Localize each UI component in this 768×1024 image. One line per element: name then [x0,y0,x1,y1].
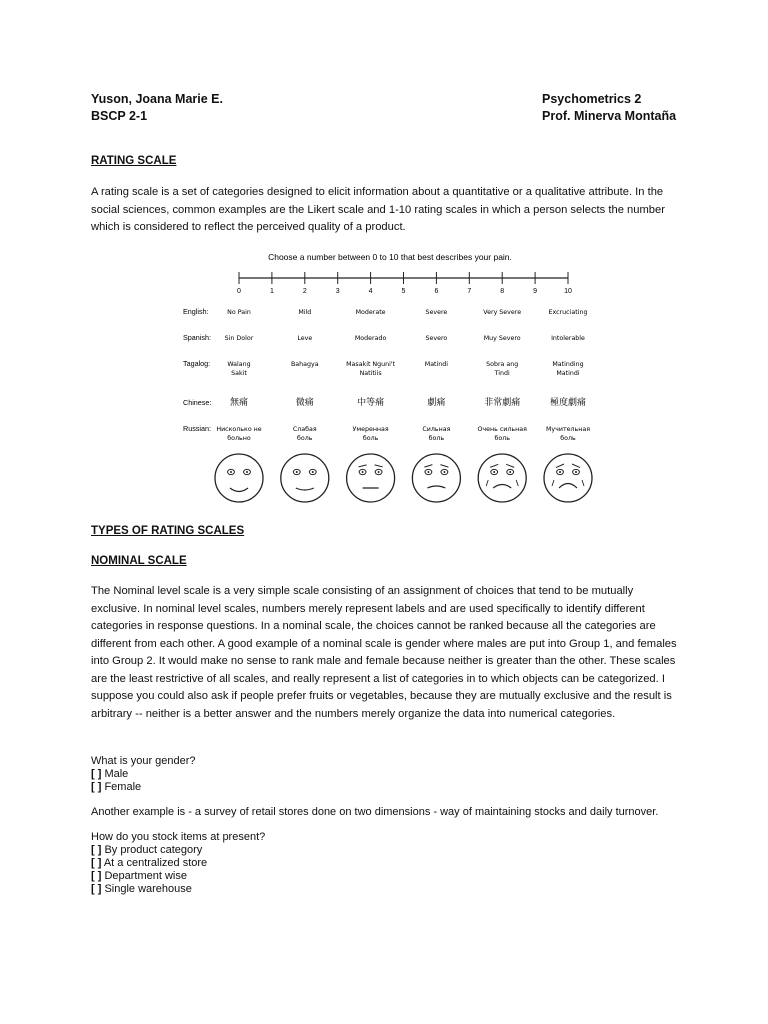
option-female: Female [104,781,142,793]
face-pupil [246,471,248,473]
face-pupil [559,471,561,473]
scale-label: Severo [425,335,448,342]
tick-label: 6 [434,288,439,295]
tick-label: 2 [302,288,307,295]
face-tear [552,480,554,486]
face-outline [478,454,526,502]
student-info [91,91,223,125]
face-pupil [296,471,298,473]
scale-label: Very Severe [483,309,522,316]
face-brow [490,464,498,467]
scale-label: Умеренная боль [352,426,389,442]
pain-scale-instruction: Choose a number between 0 to 10 that best describes your pain. [268,252,512,262]
option-single-warehouse: Single warehouse [104,883,192,895]
tick-label: 1 [269,288,274,295]
face-outline [281,454,329,502]
tick-label: 8 [500,288,505,295]
scale-label: Matinding Matindi [552,361,584,377]
list-item [91,781,196,794]
list-item [91,883,265,896]
scale-label: Moderate [355,309,386,316]
tick-label: 5 [401,288,406,295]
face-outline [347,454,395,502]
scale-label: Sin Dolor [224,335,254,342]
scale-label: Intolerable [551,335,585,342]
scale-label: Leve [297,335,313,342]
pain-scale-figure [175,248,595,512]
scale-label: Muy Severo [483,335,521,342]
face-brow [556,464,564,468]
scale-label: 無痛 [229,398,249,408]
face-tear [486,480,488,486]
scale-label: Moderado [354,335,387,342]
option-centralized-store: At a centralized store [103,857,208,869]
course-name: Psychometrics 2 [542,92,642,106]
face-mouth [559,484,577,489]
scale-label: Сильная боль [422,426,451,442]
face-pupil [378,471,380,473]
row-language-label: Chinese: [183,398,212,407]
face-brow [572,464,580,468]
student-name: Yuson, Joana Marie E. [91,92,223,106]
scale-label: 非常劇痛 [484,398,521,408]
option-product-category: By product category [104,844,203,856]
face-brow [440,465,448,468]
scale-label: Нисколько не больно [216,426,262,442]
scale-label: 微痛 [295,398,314,408]
face-pupil [362,471,364,473]
face-brow [359,465,367,467]
scale-label: Masakit Nguni't Natitiis [346,361,396,377]
student-section: BSCP 2-1 [91,109,148,123]
pain-face-2 [347,454,395,502]
row-language-label: English: [183,307,209,316]
checkbox-glyph: [ ] [91,781,102,793]
scale-label: 劇痛 [427,398,446,408]
scale-label: Severe [425,309,448,316]
scale-label: Мучительная боль [545,426,591,442]
face-tear [582,480,584,486]
checkbox-glyph: [ ] [91,883,102,895]
face-pupil [509,471,511,473]
face-outline [215,454,263,502]
pain-face-3 [412,454,460,502]
list-item [91,768,196,781]
rating-scale-paragraph: A rating scale is a set of categories designed to elicit information about a quantitative or a qualitative attribute. In the social sciences, common examples are the Likert scale and 1-10 rating scales in which a person selects the number which is considered to reflect the perceived quality of a product. [91,186,665,233]
row-language-label: Tagalog: [183,359,211,368]
example-two-text: Another example is - a survey of retail stores done on two dimensions - way of maintaining stocks and daily turnover. [91,806,659,818]
tick-label: 10 [564,288,572,295]
face-outline [544,454,592,502]
types-of-rating-scales-title: TYPES OF RATING SCALES [91,525,245,537]
list-item [91,844,265,857]
face-pupil [493,471,495,473]
list-item [91,870,265,883]
pain-face-1 [281,454,329,502]
stock-question-block [91,831,265,896]
stock-question: How do you stock items at present? [91,831,266,843]
face-pupil [443,471,445,473]
scale-label: No Pain [227,309,251,316]
face-mouth [493,485,511,489]
face-pupil [427,471,429,473]
face-brow [506,464,514,467]
nominal-scale-title: NOMINAL SCALE [91,555,187,567]
nominal-scale-paragraph: The Nominal level scale is a very simple scale consisting of an assignment of choices that tend to be mutually exclusive. In nominal level scales, numbers merely represent labels and are used specifically to identify different categories in response questions. In a nominal scale, the choices cannot be ranked because all the categories are different from each other. A good example of a nominal scale is gender where males are put into Group 1, and females into Group 2. It would make no sense to rank male and female because neither is greater than the other. These scales are the least restrictive of all scales, and really represent a list of categories in to which objects can be categorized. I suppose you could also ask if people prefer fruits or vegetables, because they are mutually exclusive and the result is arbitrary -- neither is a better answer and the numbers merely organize the data into numerical categories. [91,585,677,720]
row-language-label: Russian: [183,424,211,433]
face-pupil [575,471,577,473]
face-brow [424,465,432,468]
row-language-label: Spanish: [183,333,211,342]
scale-label: 極度劇痛 [549,398,587,408]
checkbox-glyph: [ ] [91,768,102,780]
option-male: Male [104,768,129,780]
face-brow [375,465,383,467]
option-department-wise: Department wise [104,870,187,882]
scale-label: 中等痛 [357,398,385,408]
pain-face-4 [478,454,526,502]
scale-label: Очень сильная боль [477,426,527,442]
scale-label: Mild [298,309,312,316]
checkbox-glyph: [ ] [91,857,102,869]
tick-label: 3 [335,288,340,295]
pain-scale-rows [183,307,590,442]
list-item [91,857,265,870]
face-mouth [427,486,445,488]
tick-label: 0 [237,288,241,295]
tick-label: 9 [533,288,538,295]
face-mouth [296,488,314,490]
pain-scale-faces [215,454,592,502]
face-pupil [312,471,314,473]
scale-label: Walang Sakit [227,361,251,377]
rating-scale-title: RATING SCALE [91,155,177,167]
gender-question: What is your gender? [91,755,196,767]
course-info [542,91,676,125]
scale-label: Sobra ang Tindi [486,361,519,377]
tick-label: 7 [467,288,472,295]
face-mouth [230,488,248,492]
scale-label: Excruciating [548,309,588,316]
pain-face-5 [544,454,592,502]
scale-label: Matindi [424,361,449,368]
gender-question-block [91,755,196,794]
scale-label: Слабая боль [292,426,317,442]
pain-scale-axis [237,272,572,295]
tick-label: 4 [368,288,373,295]
checkbox-glyph: [ ] [91,870,102,882]
face-pupil [230,471,232,473]
checkbox-glyph: [ ] [91,844,102,856]
face-tear [516,480,518,486]
scale-label: Bahagya [290,361,319,368]
professor-name: Prof. Minerva Montaña [542,109,677,123]
pain-face-0 [215,454,263,502]
face-outline [412,454,460,502]
